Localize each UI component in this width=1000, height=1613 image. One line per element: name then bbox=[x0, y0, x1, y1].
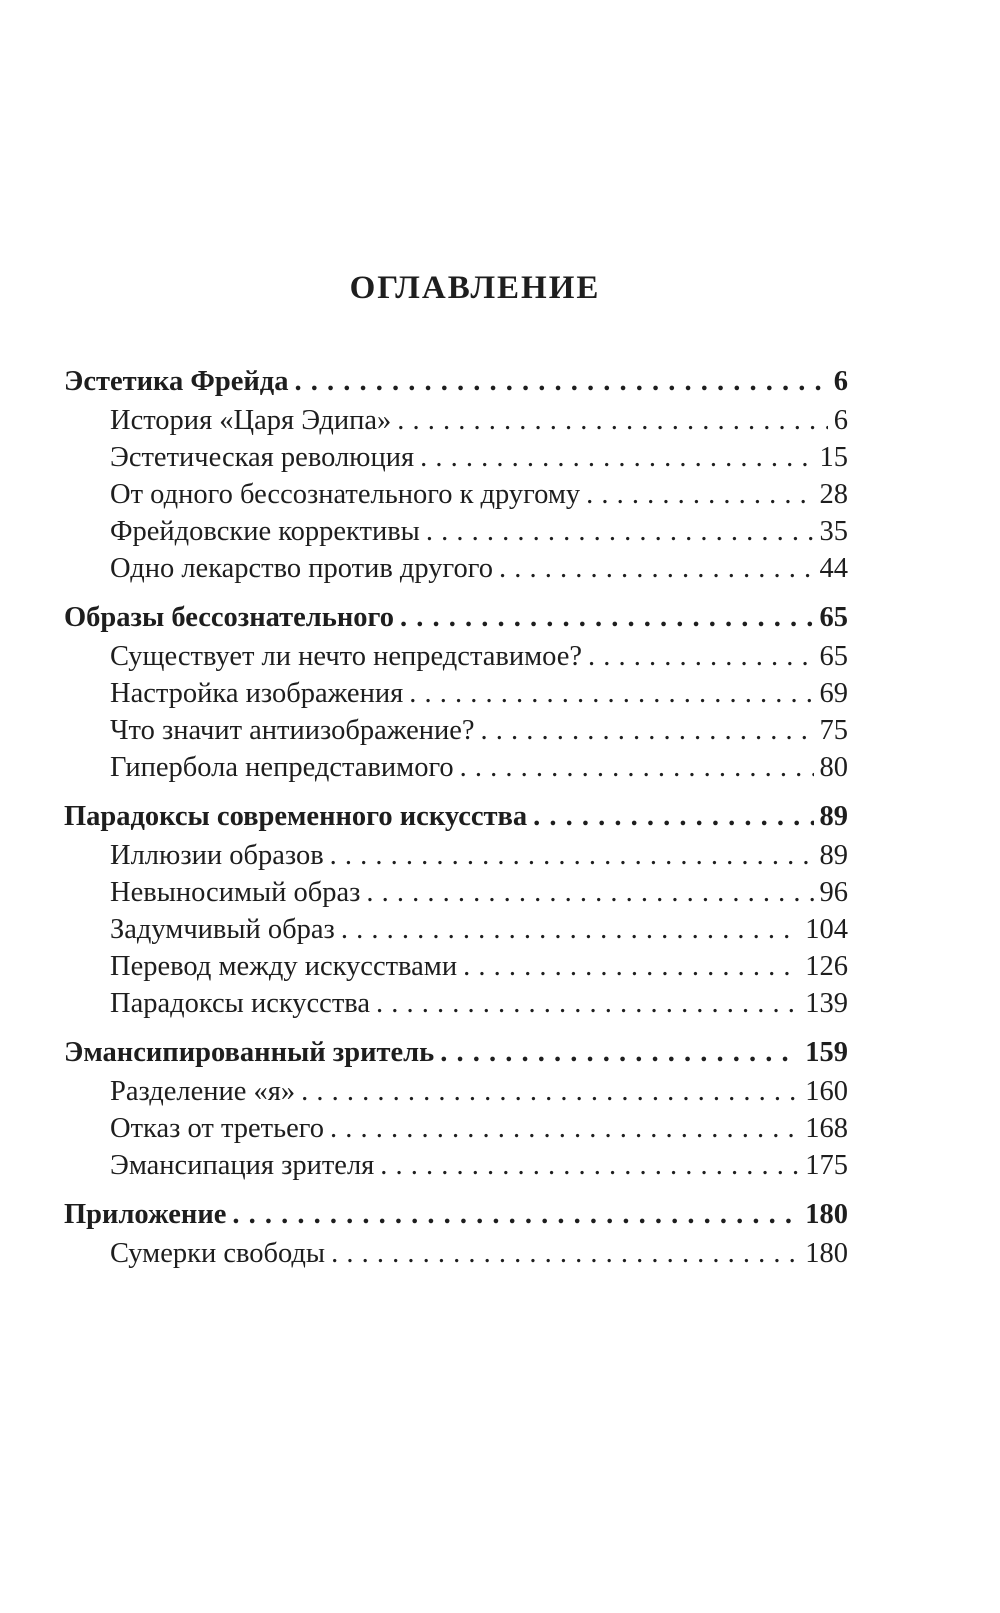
dot-leader bbox=[400, 598, 813, 638]
toc-section bbox=[64, 598, 848, 786]
dot-leader bbox=[331, 1235, 799, 1272]
chapter-title: Парадоксы современного искусства bbox=[64, 801, 528, 832]
subsection-page-number: 168 bbox=[805, 1113, 848, 1144]
subsection-title: Невыносимый образ bbox=[110, 877, 361, 908]
dot-leader bbox=[460, 749, 814, 786]
chapter-title: Эмансипированный зритель bbox=[64, 1037, 435, 1068]
dot-leader bbox=[294, 362, 827, 402]
subsection-title: Сумерки свободы bbox=[110, 1238, 326, 1269]
chapter-title: Образы бессознательного bbox=[64, 602, 395, 633]
toc-subsection-entry bbox=[64, 985, 848, 1022]
subsection-title: Иллюзии образов bbox=[110, 840, 324, 871]
subsection-page-number: 75 bbox=[819, 715, 848, 746]
toc-chapter-entry bbox=[64, 362, 848, 402]
subsection-title: От одного бессознательного к другому bbox=[110, 479, 581, 510]
toc-chapter-entry bbox=[64, 1033, 848, 1073]
dot-leader bbox=[481, 712, 814, 749]
subsection-title: Парадоксы искусства bbox=[110, 988, 371, 1019]
toc-subsection-entry bbox=[64, 439, 848, 476]
dot-leader bbox=[330, 837, 814, 874]
subsection-page-number: 69 bbox=[819, 678, 848, 709]
toc-subsection-entry bbox=[64, 1110, 848, 1147]
toc-chapter-entry bbox=[64, 598, 848, 638]
dot-leader bbox=[463, 948, 799, 985]
dot-leader bbox=[420, 439, 813, 476]
subsection-page-number: 139 bbox=[805, 988, 848, 1019]
toc-chapter-entry bbox=[64, 797, 848, 837]
subsection-page-number: 35 bbox=[819, 516, 848, 547]
page-title: ОГЛАВЛЕНИЕ bbox=[349, 270, 601, 306]
subsection-title: Фрейдовские коррективы bbox=[110, 516, 420, 547]
dot-leader bbox=[426, 513, 814, 550]
subsection-title: История «Царя Эдипа» bbox=[110, 405, 392, 436]
dot-leader bbox=[397, 402, 827, 439]
subsection-page-number: 80 bbox=[819, 752, 848, 783]
subsection-title: Разделение «я» bbox=[110, 1076, 296, 1107]
chapter-page-number: 6 bbox=[833, 366, 848, 397]
toc-subsection-entry bbox=[64, 402, 848, 439]
chapter-page-number: 180 bbox=[805, 1199, 848, 1230]
toc-subsection-entry bbox=[64, 874, 848, 911]
toc-section bbox=[64, 1195, 848, 1272]
chapter-title: Эстетика Фрейда bbox=[64, 366, 289, 397]
toc-section bbox=[64, 362, 848, 587]
subsection-title: Гипербола непредставимого bbox=[110, 752, 454, 783]
chapter-title: Приложение bbox=[64, 1199, 227, 1230]
dot-leader bbox=[366, 874, 813, 911]
toc-subsection-entry bbox=[64, 1073, 848, 1110]
subsection-page-number: 15 bbox=[819, 442, 848, 473]
dot-leader bbox=[586, 476, 813, 513]
subsection-page-number: 65 bbox=[819, 641, 848, 672]
toc-subsection-entry bbox=[64, 513, 848, 550]
subsection-title: Одно лекарство против другого bbox=[110, 553, 494, 584]
subsection-page-number: 44 bbox=[819, 553, 848, 584]
dot-leader bbox=[232, 1195, 799, 1235]
dot-leader bbox=[499, 550, 813, 587]
toc-subsection-entry bbox=[64, 749, 848, 786]
toc-subsection-entry bbox=[64, 1147, 848, 1184]
subsection-page-number: 89 bbox=[819, 840, 848, 871]
toc-subsection-entry bbox=[64, 550, 848, 587]
dot-leader bbox=[341, 911, 799, 948]
subsection-title: Существует ли нечто непредставимое? bbox=[110, 641, 583, 672]
subsection-title: Эстетическая революция bbox=[110, 442, 415, 473]
dot-leader bbox=[376, 985, 799, 1022]
chapter-page-number: 159 bbox=[805, 1037, 848, 1068]
toc-subsection-entry bbox=[64, 638, 848, 675]
subsection-title: Перевод между искусствами bbox=[110, 951, 458, 982]
dot-leader bbox=[588, 638, 813, 675]
subsection-title: Настройка изображения bbox=[110, 678, 404, 709]
toc-subsection-entry bbox=[64, 948, 848, 985]
subsection-page-number: 28 bbox=[819, 479, 848, 510]
dot-leader bbox=[440, 1033, 799, 1073]
toc-subsection-entry bbox=[64, 712, 848, 749]
chapter-page-number: 89 bbox=[819, 801, 848, 832]
toc-section bbox=[64, 1033, 848, 1184]
subsection-page-number: 6 bbox=[833, 405, 848, 436]
dot-leader bbox=[533, 797, 813, 837]
subsection-page-number: 175 bbox=[805, 1150, 848, 1181]
subsection-title: Задумчивый образ bbox=[110, 914, 335, 945]
dot-leader bbox=[409, 675, 813, 712]
subsection-title: Что значит антиизображение? bbox=[110, 715, 475, 746]
toc-subsection-entry bbox=[64, 837, 848, 874]
subsection-page-number: 180 bbox=[805, 1238, 848, 1269]
subsection-page-number: 126 bbox=[805, 951, 848, 982]
toc-subsection-entry bbox=[64, 675, 848, 712]
subsection-page-number: 96 bbox=[819, 877, 848, 908]
subsection-title: Эмансипация зрителя bbox=[110, 1150, 375, 1181]
toc-subsection-entry bbox=[64, 911, 848, 948]
dot-leader bbox=[330, 1110, 799, 1147]
table-of-contents bbox=[64, 362, 848, 1283]
toc-subsection-entry bbox=[64, 476, 848, 513]
toc-chapter-entry bbox=[64, 1195, 848, 1235]
chapter-page-number: 65 bbox=[819, 602, 848, 633]
subsection-page-number: 160 bbox=[805, 1076, 848, 1107]
subsection-title: Отказ от третьего bbox=[110, 1113, 324, 1144]
toc-section bbox=[64, 797, 848, 1022]
subsection-page-number: 104 bbox=[805, 914, 848, 945]
dot-leader bbox=[380, 1147, 799, 1184]
dot-leader bbox=[301, 1073, 799, 1110]
toc-subsection-entry bbox=[64, 1235, 848, 1272]
